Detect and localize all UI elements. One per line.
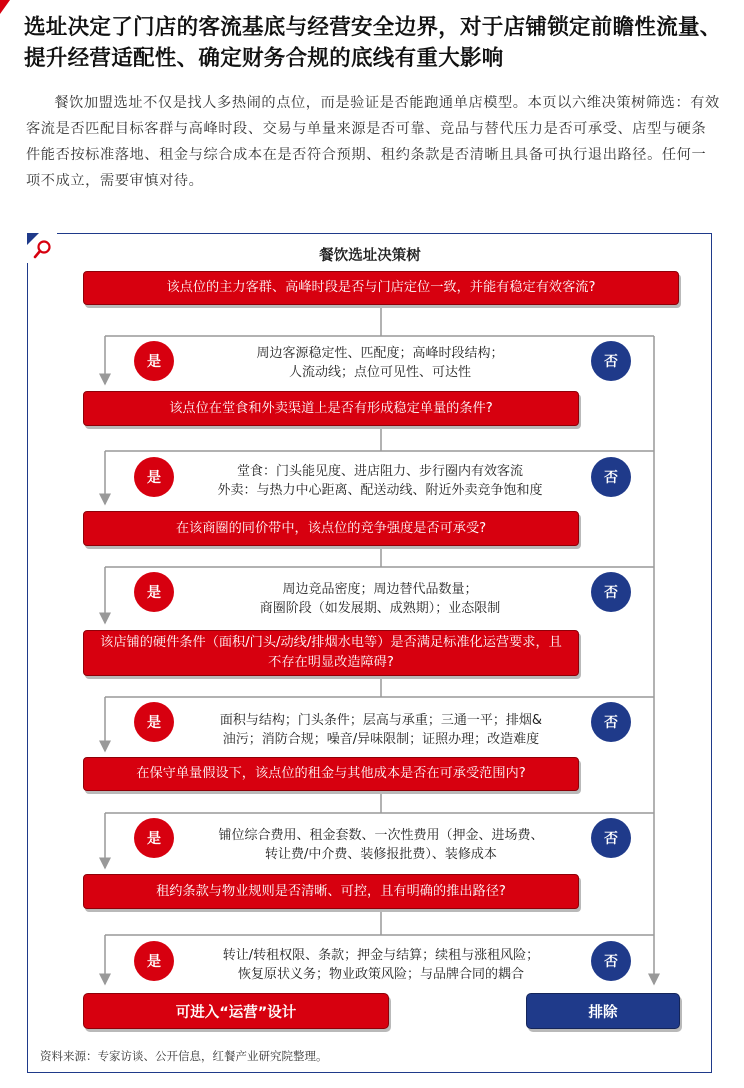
detail-line: 铺位综合费用、租金套数、一次性费用（押金、进场费、: [218, 828, 544, 843]
intro-paragraph: 餐饮加盟选址不仅是找人多热闹的点位，而是验证是否能跑通单店模型。本页以六维决策树筛选：有效客流是否匹配目标客群与高峰时段、交易与单量来源是否可靠、竞品与替代压力是否可承受、店型与硬条件能否按标准落地、租金与综合成本在是否符合预期、租约条款是否清晰且具备可执行退出路径。任何一项不成立，需要审慎对待。: [26, 95, 720, 189]
detail-line: 人流动线；点位可见性、可达性: [288, 365, 471, 380]
question-box-hardware: 该店铺的硬件条件（面积/门头/动线/排烟水电等）是否满足标准化运营要求，且不存在明显改造障碍?: [83, 630, 579, 676]
yes-badge: 是: [134, 702, 174, 742]
source-note: 资料来源：专家访谈、公开信息，红餐产业研究院整理。: [40, 1049, 328, 1063]
detail-competition: [190, 580, 570, 618]
yes-badge: 是: [134, 941, 174, 981]
question-box-customer-flow: 该点位的主力客群、高峰时段是否与门店定位一致，并能有稳定有效客流?: [83, 271, 679, 305]
no-badge: 否: [591, 941, 631, 981]
final-enter-operations: 可进入“运营”设计: [83, 993, 389, 1029]
no-badge: 否: [591, 702, 631, 742]
question-box-cost: 在保守单量假设下，该点位的租金与其他成本是否在可承受范围内?: [83, 757, 579, 791]
no-badge: 否: [591, 572, 631, 612]
yes-badge: 是: [134, 457, 174, 497]
detail-line: 周边客源稳定性、匹配度；高峰时段结构；: [256, 346, 504, 361]
detail-line: 商圈阶段（如发展期、成熟期）；业态限制: [259, 601, 501, 616]
question-box-competition: 在该商圈的同价带中，该点位的竞争强度是否可承受?: [83, 511, 579, 546]
yes-badge: 是: [134, 341, 174, 381]
decision-tree-title: 餐饮选址决策树: [319, 248, 421, 264]
detail-line: 转让费/中介费、装修报批费）、装修成本: [265, 847, 497, 862]
no-badge: 否: [591, 457, 631, 497]
detail-customer-flow: [190, 344, 570, 382]
detail-line: 转让/转租权限、条款；押金与结算；续租与涨租风险；: [222, 948, 540, 963]
detail-line: 油污；消防合规；噪音/异味限制；证照办理；改造难度: [222, 732, 540, 747]
question-box-lease-terms: 租约条款与物业规则是否清晰、可控，且有明确的推出路径?: [83, 874, 579, 909]
detail-cost: [186, 826, 576, 864]
detail-line: 堂食：门头能见度、进店阻力、步行圈内有效客流: [236, 464, 523, 479]
yes-badge: 是: [134, 818, 174, 858]
no-badge: 否: [591, 341, 631, 381]
page-headline: 选址决定了门店的客流基底与经营安全边界，对于店铺锁定前瞻性流量、提升经营适配性、确定财务合规的底线有重大影响: [24, 15, 722, 71]
detail-lease-terms: [186, 946, 576, 984]
detail-order-volume: [182, 462, 578, 500]
yes-badge: 是: [134, 572, 174, 612]
final-reject: 排除: [526, 993, 680, 1029]
detail-hardware: [186, 711, 576, 749]
question-box-order-volume: 该点位在堂食和外卖渠道上是否有形成稳定单量的条件?: [83, 391, 579, 426]
detail-line: 周边竞品密度；周边替代品数量；: [282, 582, 478, 597]
detail-line: 面积与结构；门头条件；层高与承重；三通一平；排烟&: [219, 713, 543, 728]
detail-line: 恢复原状义务；物业政策风险；与品牌合同的耦合: [237, 967, 524, 982]
no-badge: 否: [591, 818, 631, 858]
detail-line: 外卖：与热力中心距离、配送动线、附近外卖竞争饱和度: [217, 483, 543, 498]
